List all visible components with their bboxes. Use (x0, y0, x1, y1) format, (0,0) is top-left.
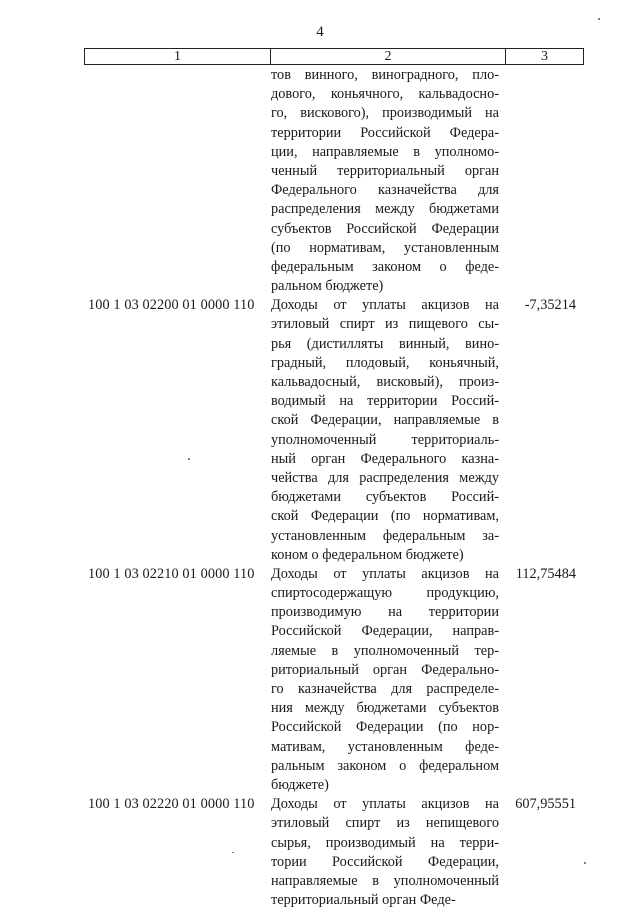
description-line: ный орган Федерального казна- (271, 450, 499, 467)
description-line: направляемые в уполномоченный (271, 872, 499, 889)
description-line: производимую на территории (271, 604, 499, 621)
description-line: субъектов Российской Федерации (271, 220, 499, 237)
description-line: Российской Федерации, направ- (271, 623, 499, 640)
description-line: тории Российской Федерации, (271, 853, 499, 870)
row-code: 100 1 03 02220 01 0000 110 (88, 796, 255, 813)
description-line: тов винного, виноградного, пло- (271, 67, 499, 83)
description-line: бюджете) (271, 776, 329, 793)
description-line: ской Федерации (по нормативам, (271, 508, 499, 525)
row-description (269, 296, 503, 565)
description-line: дового, коньячного, кальвадосно- (271, 86, 499, 103)
description-line: ской Федерации, направляемые в (271, 412, 499, 429)
description-line: территории Российской Федера- (271, 124, 499, 141)
description-line: кальвадосный, висковый), произ- (271, 374, 499, 390)
description-line: ченный территориальный орган (271, 162, 499, 179)
row-value: 112,75484 (515, 565, 576, 582)
description-line: ния между бюджетами субъектов (271, 700, 499, 717)
row-description (269, 66, 503, 296)
description-line: территориальный орган Феде- (271, 892, 456, 909)
row-code: 100 1 03 02210 01 0000 110 (88, 565, 255, 582)
page-number: 4 (316, 24, 324, 40)
row-value: 607,95551 (515, 796, 576, 813)
table-body (84, 66, 584, 910)
description-line: мативам, установленным феде- (271, 738, 499, 755)
table-header (84, 48, 584, 65)
description-line: бюджетами субъектов Россий- (271, 489, 499, 506)
description-line: го, вискового), производимый на (271, 105, 499, 122)
description-line: ральном бюджете) (271, 278, 384, 295)
description-line: Доходы от уплаты акцизов на (271, 565, 499, 582)
description-line: Доходы от уплаты акцизов на (271, 796, 499, 813)
row-value (503, 66, 584, 296)
description-line: ральным законом о федеральном (271, 757, 499, 774)
description-line: сырья, производимый на терри- (271, 834, 499, 851)
description-line: ляемые в уполномоченный тер- (271, 642, 499, 659)
description-line: распределения между бюджетами (271, 201, 499, 218)
scan-speck (598, 18, 600, 20)
header-col-1: 1 (85, 49, 271, 64)
description-line: (по нормативам, установленным (271, 239, 499, 256)
row-code (84, 66, 269, 296)
description-line: Доходы от уплаты акцизов на (271, 297, 499, 314)
description-line: Российской Федерации (по нор- (271, 719, 499, 736)
table-row (84, 565, 584, 795)
description-line: коном о федеральном бюджете) (271, 546, 464, 563)
header-col-3: 3 (541, 49, 548, 64)
table-row-continuation (84, 66, 584, 296)
description-line: установленным федеральным за- (271, 527, 499, 544)
description-line: водимый на территории Россий- (271, 393, 499, 410)
description-line: чейства для распределения между (271, 469, 499, 486)
description-line: рья (дистилляты винный, вино- (271, 335, 499, 352)
table-row (84, 296, 584, 565)
description-line: го казначейства для распределе- (271, 681, 499, 697)
header-col-2: 2 (271, 49, 506, 64)
description-line: спиртосодержащую продукцию, (271, 585, 499, 602)
row-code: 100 1 03 02200 01 0000 110 (88, 297, 255, 314)
description-line: этиловый спирт из непищевого (271, 815, 499, 832)
scan-speck (188, 458, 190, 460)
description-line: Федерального казначейства для (271, 182, 499, 199)
row-value: -7,35214 (524, 297, 576, 314)
row-description (269, 565, 503, 795)
scan-speck (232, 852, 234, 853)
description-line: федеральным законом о феде- (271, 258, 499, 275)
description-line: этиловый спирт из пищевого сы- (271, 316, 499, 333)
description-line: градный, плодовый, коньячный, (271, 354, 499, 371)
description-line: риториальный орган Федерально- (271, 661, 499, 678)
description-line: уполномоченный территориаль- (271, 431, 499, 448)
row-description (269, 795, 503, 910)
scan-speck (584, 862, 586, 864)
table-row (84, 795, 584, 910)
description-line: ции, направляемые в уполномо- (271, 143, 499, 160)
